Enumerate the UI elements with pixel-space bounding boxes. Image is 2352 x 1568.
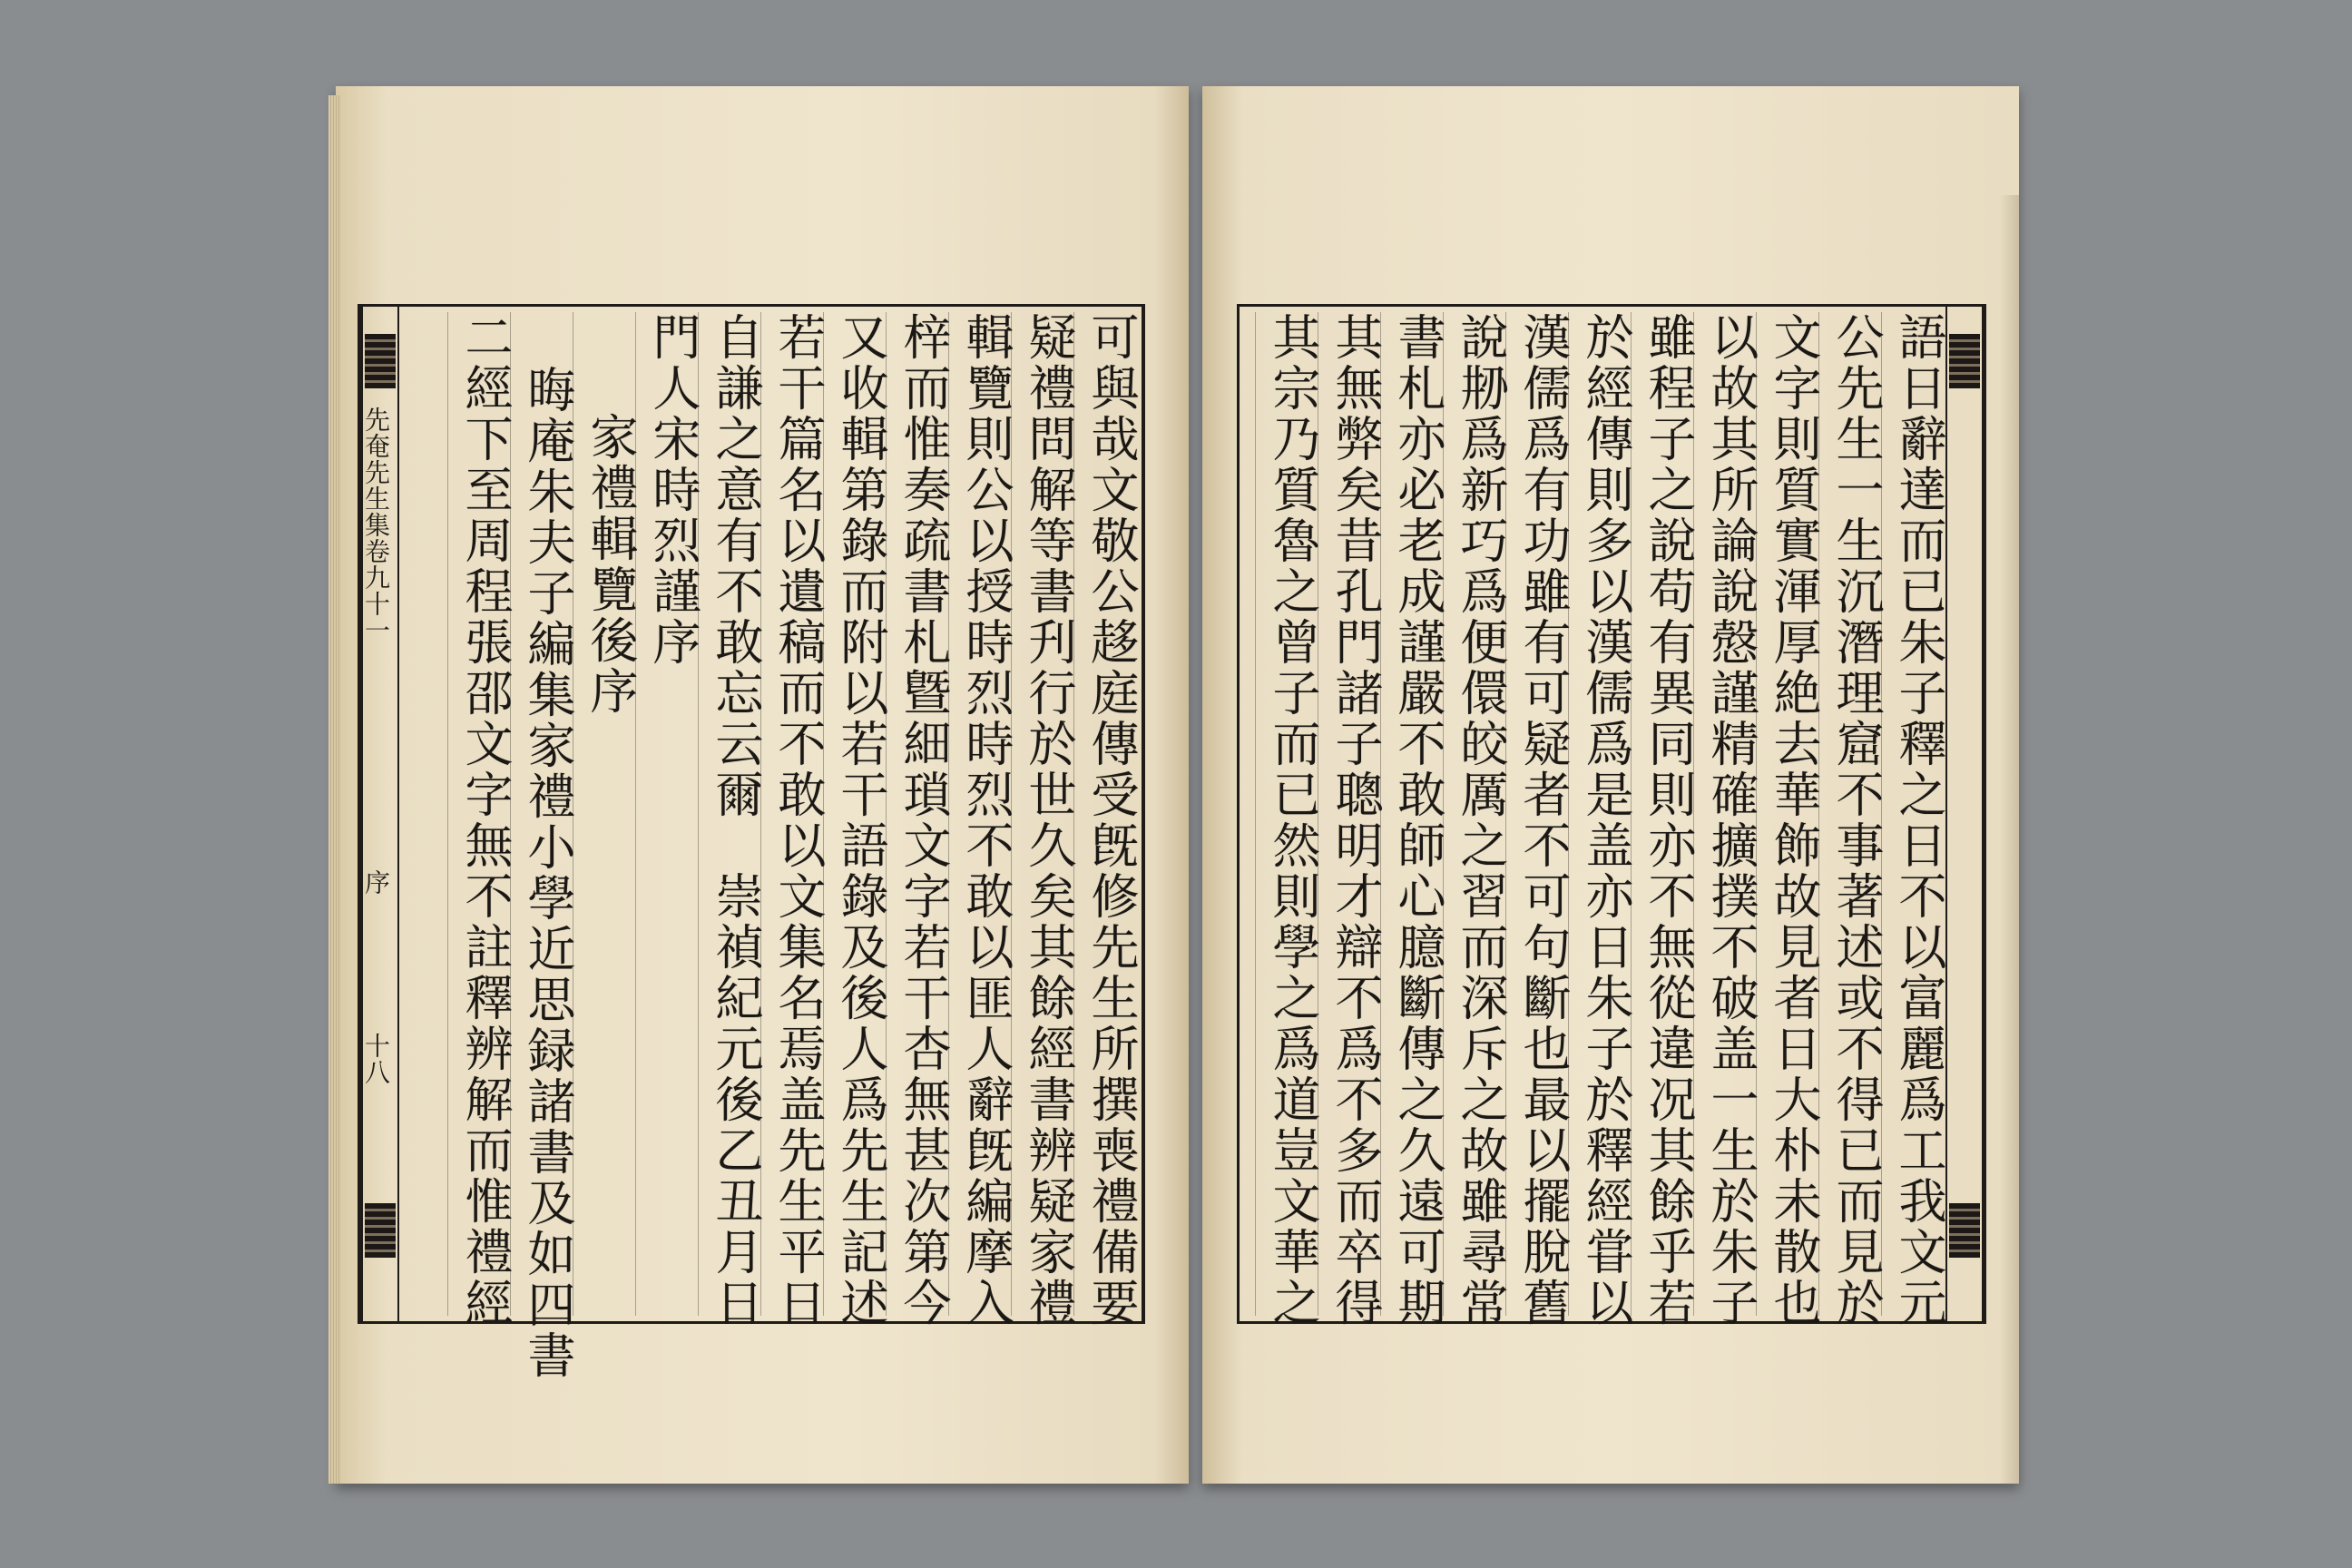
signature-column: 門人宋時烈謹序	[635, 312, 698, 1316]
fish-tail-ornament-icon	[1949, 1203, 1980, 1258]
folio-number: 十八	[361, 1033, 391, 1085]
right-page	[1202, 86, 2019, 1484]
text-column: 其無弊矣昔孔門諸子聰明才辯不爲不多而卒得	[1318, 312, 1380, 1316]
text-column: 晦庵朱夫子編集家禮小學近思録諸書及如四書	[510, 312, 573, 1316]
text-column: 其宗乃質魯之曾子而已然則學之爲道豈文華之	[1255, 312, 1318, 1316]
text-column: 若干篇名以遺稿而不敢以文集名焉盖先生平日	[760, 312, 823, 1316]
left-center-margin	[361, 307, 399, 1321]
left-text-frame	[358, 304, 1145, 1381]
right-center-margin	[1945, 307, 1984, 1321]
right-text-columns	[1245, 312, 1946, 1328]
text-column: 又收輯第錄而附以若干語錄及後人爲先生記述	[823, 312, 886, 1316]
text-column: 輯覽則公以授時烈時烈不敢以匪人辭旣編摩入	[948, 312, 1011, 1316]
collection-title: 先奄先生集卷九十一	[361, 407, 391, 643]
page-shadow	[1999, 195, 2019, 1484]
text-column: 書札亦必老成謹嚴不敢師心臆斷傳之久遠可期	[1380, 312, 1443, 1316]
section-label: 序	[361, 869, 391, 896]
left-text-columns	[401, 312, 1139, 1381]
open-book	[336, 86, 2024, 1497]
text-column: 公先生一生沉潛理窟不事著述或不得已而見於	[1818, 312, 1881, 1316]
right-text-frame	[1237, 304, 1986, 1328]
text-column: 漢儒爲有功雖有可疑者不可句斷也最以擺脫舊	[1505, 312, 1568, 1316]
section-heading: 家禮輯覽後序	[573, 312, 635, 1316]
text-column: 雖程子之說苟有異同則亦不無從違况其餘乎若	[1631, 312, 1693, 1316]
text-column: 疑禮問解等書刋行於世久矣其餘經書辨疑家禮	[1011, 312, 1073, 1316]
page-edges	[328, 95, 341, 1484]
text-column: 以故其所論說慤謹精確擴撲不破盖一生於朱子	[1693, 312, 1756, 1316]
left-page	[336, 86, 1189, 1484]
text-column: 可與哉文敬公趍庭傳受旣修先生所撰喪禮備要	[1073, 312, 1136, 1316]
text-column: 自謙之意有不敢忘云爾 崇禎紀元後乙丑月日	[698, 312, 760, 1316]
fish-tail-ornament-icon	[365, 1203, 396, 1258]
text-column: 文字則質實渾厚絶去華飾故見者日大朴未散也	[1756, 312, 1818, 1316]
fish-tail-ornament-icon	[365, 334, 396, 388]
text-column: 語日辭達而已朱子釋之日不以富麗爲工我文元	[1881, 312, 1944, 1316]
text-column: 二經下至周程張邵文字無不註釋辨解而惟禮經	[447, 312, 510, 1316]
text-column: 於經傳則多以漢儒爲是盖亦日朱子於釋經甞以	[1568, 312, 1631, 1316]
fish-tail-ornament-icon	[1949, 334, 1980, 388]
text-column: 說刱爲新巧爲便儇皎厲之習而深斥之故雖尋常	[1443, 312, 1505, 1316]
text-column: 梓而惟奏疏書札曁細瑣文字若干杏無甚次第今	[886, 312, 948, 1316]
